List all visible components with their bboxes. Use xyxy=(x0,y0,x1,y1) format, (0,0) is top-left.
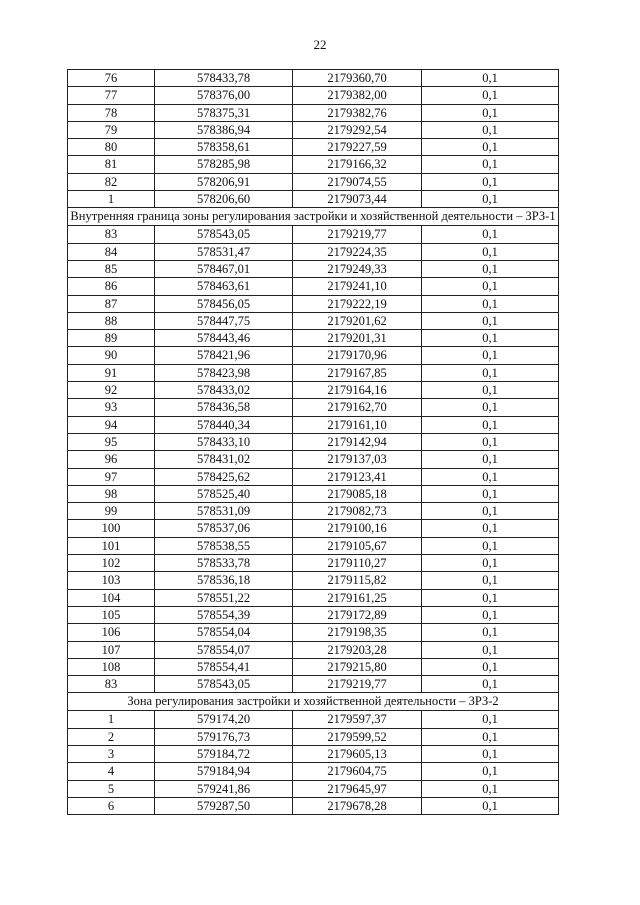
table-row xyxy=(68,711,559,728)
point-number-cell: 80 xyxy=(68,139,155,156)
x-coordinate-cell: 578537,06 xyxy=(155,520,293,537)
accuracy-cell: 0,1 xyxy=(422,295,559,312)
y-coordinate-cell: 2179123,41 xyxy=(293,468,422,485)
accuracy-cell: 0,1 xyxy=(422,416,559,433)
x-coordinate-cell: 578543,05 xyxy=(155,676,293,693)
point-number-cell: 108 xyxy=(68,658,155,675)
y-coordinate-cell: 2179073,44 xyxy=(293,191,422,208)
point-number-cell: 100 xyxy=(68,520,155,537)
y-coordinate-cell: 2179115,82 xyxy=(293,572,422,589)
table-row xyxy=(68,676,559,693)
y-coordinate-cell: 2179203,28 xyxy=(293,641,422,658)
table-row xyxy=(68,226,559,243)
x-coordinate-cell: 578554,41 xyxy=(155,658,293,675)
table-row xyxy=(68,87,559,104)
table-row xyxy=(68,260,559,277)
point-number-cell: 2 xyxy=(68,728,155,745)
point-number-cell: 93 xyxy=(68,399,155,416)
y-coordinate-cell: 2179382,00 xyxy=(293,87,422,104)
point-number-cell: 102 xyxy=(68,555,155,572)
y-coordinate-cell: 2179219,77 xyxy=(293,226,422,243)
table-row xyxy=(68,104,559,121)
y-coordinate-cell: 2179201,31 xyxy=(293,330,422,347)
point-number-cell: 1 xyxy=(68,711,155,728)
accuracy-cell: 0,1 xyxy=(422,382,559,399)
table-row xyxy=(68,451,559,468)
table-row xyxy=(68,295,559,312)
y-coordinate-cell: 2179172,89 xyxy=(293,606,422,623)
point-number-cell: 91 xyxy=(68,364,155,381)
x-coordinate-cell: 578436,58 xyxy=(155,399,293,416)
y-coordinate-cell: 2179360,70 xyxy=(293,70,422,87)
point-number-cell: 78 xyxy=(68,104,155,121)
accuracy-cell: 0,1 xyxy=(422,364,559,381)
table-row xyxy=(68,520,559,537)
coordinates-table xyxy=(67,69,559,815)
point-number-cell: 101 xyxy=(68,537,155,554)
accuracy-cell: 0,1 xyxy=(422,191,559,208)
point-number-cell: 97 xyxy=(68,468,155,485)
x-coordinate-cell: 578554,39 xyxy=(155,606,293,623)
table-row xyxy=(68,763,559,780)
accuracy-cell: 0,1 xyxy=(422,451,559,468)
x-coordinate-cell: 579241,86 xyxy=(155,780,293,797)
point-number-cell: 106 xyxy=(68,624,155,641)
point-number-cell: 6 xyxy=(68,797,155,814)
accuracy-cell: 0,1 xyxy=(422,676,559,693)
x-coordinate-cell: 578386,94 xyxy=(155,121,293,138)
x-coordinate-cell: 578358,61 xyxy=(155,139,293,156)
table-row xyxy=(68,485,559,502)
x-coordinate-cell: 578206,91 xyxy=(155,173,293,190)
y-coordinate-cell: 2179198,35 xyxy=(293,624,422,641)
x-coordinate-cell: 578536,18 xyxy=(155,572,293,589)
table-row xyxy=(68,641,559,658)
point-number-cell: 1 xyxy=(68,191,155,208)
point-number-cell: 85 xyxy=(68,260,155,277)
x-coordinate-cell: 579176,73 xyxy=(155,728,293,745)
table-row xyxy=(68,364,559,381)
x-coordinate-cell: 578531,47 xyxy=(155,243,293,260)
accuracy-cell: 0,1 xyxy=(422,330,559,347)
point-number-cell: 82 xyxy=(68,173,155,190)
y-coordinate-cell: 2179137,03 xyxy=(293,451,422,468)
y-coordinate-cell: 2179597,37 xyxy=(293,711,422,728)
x-coordinate-cell: 578376,00 xyxy=(155,87,293,104)
y-coordinate-cell: 2179074,55 xyxy=(293,173,422,190)
y-coordinate-cell: 2179162,70 xyxy=(293,399,422,416)
x-coordinate-cell: 578525,40 xyxy=(155,485,293,502)
point-number-cell: 90 xyxy=(68,347,155,364)
accuracy-cell: 0,1 xyxy=(422,797,559,814)
table-row xyxy=(68,572,559,589)
table-row xyxy=(68,797,559,814)
x-coordinate-cell: 578531,09 xyxy=(155,503,293,520)
page-number: 22 xyxy=(313,37,327,52)
y-coordinate-cell: 2179605,13 xyxy=(293,745,422,762)
y-coordinate-cell: 2179082,73 xyxy=(293,503,422,520)
accuracy-cell: 0,1 xyxy=(422,433,559,450)
table-row xyxy=(68,606,559,623)
point-number-cell: 92 xyxy=(68,382,155,399)
accuracy-cell: 0,1 xyxy=(422,780,559,797)
accuracy-cell: 0,1 xyxy=(422,555,559,572)
point-number-cell: 94 xyxy=(68,416,155,433)
x-coordinate-cell: 578538,55 xyxy=(155,537,293,554)
x-coordinate-cell: 578554,07 xyxy=(155,641,293,658)
point-number-cell: 104 xyxy=(68,589,155,606)
section-header-row xyxy=(68,693,559,711)
table-row xyxy=(68,156,559,173)
table-row xyxy=(68,121,559,138)
x-coordinate-cell: 578467,01 xyxy=(155,260,293,277)
table-row xyxy=(68,191,559,208)
table-row xyxy=(68,312,559,329)
section-title: Внутренняя граница зоны регулирования застройки и хозяйственной деятельности – ЗРЗ-1 xyxy=(68,208,559,226)
x-coordinate-cell: 578543,05 xyxy=(155,226,293,243)
y-coordinate-cell: 2179645,97 xyxy=(293,780,422,797)
table-row xyxy=(68,745,559,762)
x-coordinate-cell: 578425,62 xyxy=(155,468,293,485)
accuracy-cell: 0,1 xyxy=(422,745,559,762)
table-row xyxy=(68,70,559,87)
accuracy-cell: 0,1 xyxy=(422,624,559,641)
y-coordinate-cell: 2179085,18 xyxy=(293,485,422,502)
point-number-cell: 76 xyxy=(68,70,155,87)
x-coordinate-cell: 579287,50 xyxy=(155,797,293,814)
accuracy-cell: 0,1 xyxy=(422,87,559,104)
y-coordinate-cell: 2179166,32 xyxy=(293,156,422,173)
x-coordinate-cell: 578533,78 xyxy=(155,555,293,572)
x-coordinate-cell: 578443,46 xyxy=(155,330,293,347)
accuracy-cell: 0,1 xyxy=(422,658,559,675)
accuracy-cell: 0,1 xyxy=(422,589,559,606)
point-number-cell: 86 xyxy=(68,278,155,295)
table-row xyxy=(68,382,559,399)
accuracy-cell: 0,1 xyxy=(422,347,559,364)
x-coordinate-cell: 579174,20 xyxy=(155,711,293,728)
accuracy-cell: 0,1 xyxy=(422,121,559,138)
accuracy-cell: 0,1 xyxy=(422,156,559,173)
table-row xyxy=(68,433,559,450)
table-row xyxy=(68,468,559,485)
table-row xyxy=(68,347,559,364)
accuracy-cell: 0,1 xyxy=(422,399,559,416)
y-coordinate-cell: 2179170,96 xyxy=(293,347,422,364)
accuracy-cell: 0,1 xyxy=(422,139,559,156)
point-number-cell: 98 xyxy=(68,485,155,502)
table-row xyxy=(68,139,559,156)
point-number-cell: 77 xyxy=(68,87,155,104)
accuracy-cell: 0,1 xyxy=(422,728,559,745)
x-coordinate-cell: 578433,10 xyxy=(155,433,293,450)
x-coordinate-cell: 578431,02 xyxy=(155,451,293,468)
x-coordinate-cell: 578440,34 xyxy=(155,416,293,433)
x-coordinate-cell: 578285,98 xyxy=(155,156,293,173)
accuracy-cell: 0,1 xyxy=(422,104,559,121)
y-coordinate-cell: 2179224,35 xyxy=(293,243,422,260)
accuracy-cell: 0,1 xyxy=(422,763,559,780)
y-coordinate-cell: 2179678,28 xyxy=(293,797,422,814)
accuracy-cell: 0,1 xyxy=(422,503,559,520)
accuracy-cell: 0,1 xyxy=(422,520,559,537)
accuracy-cell: 0,1 xyxy=(422,70,559,87)
table-row xyxy=(68,278,559,295)
y-coordinate-cell: 2179110,27 xyxy=(293,555,422,572)
x-coordinate-cell: 579184,94 xyxy=(155,763,293,780)
y-coordinate-cell: 2179219,77 xyxy=(293,676,422,693)
accuracy-cell: 0,1 xyxy=(422,226,559,243)
y-coordinate-cell: 2179105,67 xyxy=(293,537,422,554)
accuracy-cell: 0,1 xyxy=(422,173,559,190)
table-row xyxy=(68,537,559,554)
x-coordinate-cell: 579184,72 xyxy=(155,745,293,762)
point-number-cell: 83 xyxy=(68,676,155,693)
accuracy-cell: 0,1 xyxy=(422,278,559,295)
accuracy-cell: 0,1 xyxy=(422,243,559,260)
table-row xyxy=(68,658,559,675)
table-row xyxy=(68,503,559,520)
x-coordinate-cell: 578433,02 xyxy=(155,382,293,399)
x-coordinate-cell: 578433,78 xyxy=(155,70,293,87)
point-number-cell: 89 xyxy=(68,330,155,347)
point-number-cell: 103 xyxy=(68,572,155,589)
accuracy-cell: 0,1 xyxy=(422,711,559,728)
x-coordinate-cell: 578206,60 xyxy=(155,191,293,208)
y-coordinate-cell: 2179167,85 xyxy=(293,364,422,381)
table-row xyxy=(68,589,559,606)
point-number-cell: 83 xyxy=(68,226,155,243)
x-coordinate-cell: 578551,22 xyxy=(155,589,293,606)
y-coordinate-cell: 2179222,19 xyxy=(293,295,422,312)
table-row xyxy=(68,416,559,433)
accuracy-cell: 0,1 xyxy=(422,312,559,329)
y-coordinate-cell: 2179227,59 xyxy=(293,139,422,156)
table-row xyxy=(68,555,559,572)
x-coordinate-cell: 578554,04 xyxy=(155,624,293,641)
y-coordinate-cell: 2179604,75 xyxy=(293,763,422,780)
accuracy-cell: 0,1 xyxy=(422,485,559,502)
point-number-cell: 81 xyxy=(68,156,155,173)
coordinates-table-body xyxy=(68,70,559,815)
point-number-cell: 5 xyxy=(68,780,155,797)
point-number-cell: 107 xyxy=(68,641,155,658)
table-row xyxy=(68,330,559,347)
point-number-cell: 79 xyxy=(68,121,155,138)
x-coordinate-cell: 578447,75 xyxy=(155,312,293,329)
x-coordinate-cell: 578456,05 xyxy=(155,295,293,312)
y-coordinate-cell: 2179161,10 xyxy=(293,416,422,433)
y-coordinate-cell: 2179100,16 xyxy=(293,520,422,537)
y-coordinate-cell: 2179292,54 xyxy=(293,121,422,138)
table-row xyxy=(68,399,559,416)
point-number-cell: 96 xyxy=(68,451,155,468)
point-number-cell: 99 xyxy=(68,503,155,520)
point-number-cell: 4 xyxy=(68,763,155,780)
y-coordinate-cell: 2179382,76 xyxy=(293,104,422,121)
y-coordinate-cell: 2179161,25 xyxy=(293,589,422,606)
accuracy-cell: 0,1 xyxy=(422,537,559,554)
table-row xyxy=(68,243,559,260)
table-row xyxy=(68,624,559,641)
y-coordinate-cell: 2179201,62 xyxy=(293,312,422,329)
point-number-cell: 95 xyxy=(68,433,155,450)
x-coordinate-cell: 578423,98 xyxy=(155,364,293,381)
accuracy-cell: 0,1 xyxy=(422,468,559,485)
x-coordinate-cell: 578463,61 xyxy=(155,278,293,295)
accuracy-cell: 0,1 xyxy=(422,572,559,589)
table-row xyxy=(68,780,559,797)
y-coordinate-cell: 2179215,80 xyxy=(293,658,422,675)
x-coordinate-cell: 578375,31 xyxy=(155,104,293,121)
y-coordinate-cell: 2179142,94 xyxy=(293,433,422,450)
point-number-cell: 88 xyxy=(68,312,155,329)
y-coordinate-cell: 2179599,52 xyxy=(293,728,422,745)
table-row xyxy=(68,728,559,745)
accuracy-cell: 0,1 xyxy=(422,606,559,623)
accuracy-cell: 0,1 xyxy=(422,641,559,658)
table-row xyxy=(68,173,559,190)
point-number-cell: 105 xyxy=(68,606,155,623)
section-header-row xyxy=(68,208,559,226)
y-coordinate-cell: 2179249,33 xyxy=(293,260,422,277)
x-coordinate-cell: 578421,96 xyxy=(155,347,293,364)
y-coordinate-cell: 2179164,16 xyxy=(293,382,422,399)
point-number-cell: 84 xyxy=(68,243,155,260)
y-coordinate-cell: 2179241,10 xyxy=(293,278,422,295)
point-number-cell: 87 xyxy=(68,295,155,312)
section-title: Зона регулирования застройки и хозяйственной деятельности – ЗРЗ-2 xyxy=(68,693,559,711)
accuracy-cell: 0,1 xyxy=(422,260,559,277)
point-number-cell: 3 xyxy=(68,745,155,762)
